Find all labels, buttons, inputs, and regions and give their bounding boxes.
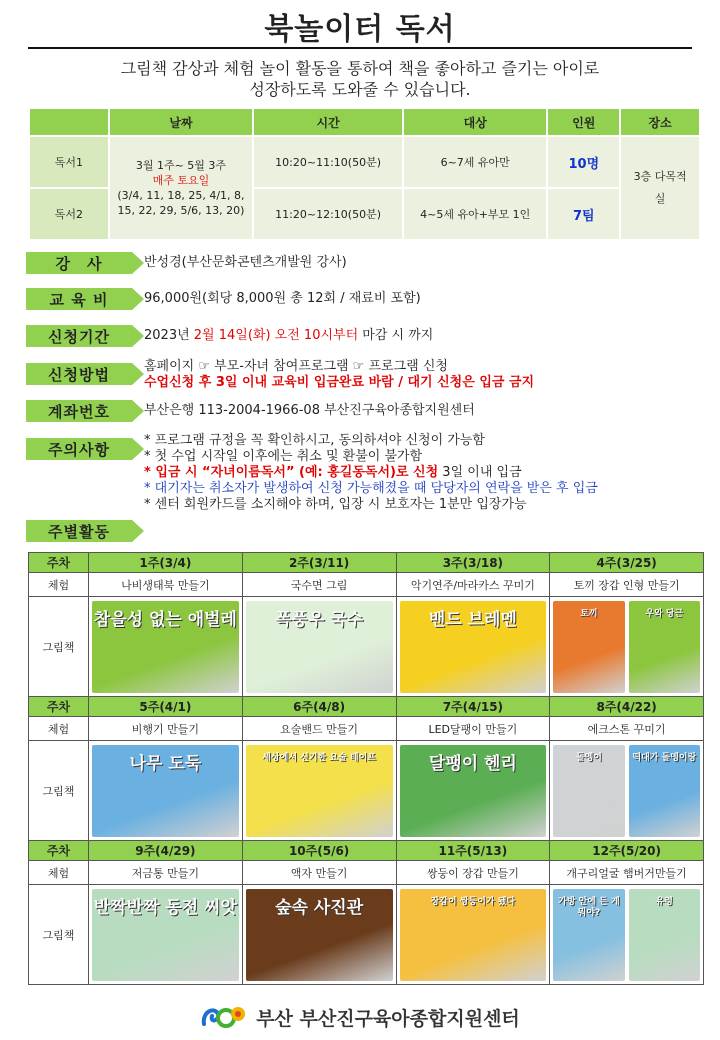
method-line-1: 홈페이지 ☞ 부모-자녀 참여프로그램 ☞ 프로그램 신청	[144, 359, 448, 374]
activity-row	[29, 861, 704, 885]
schedule-name-1: 독서1	[29, 136, 109, 188]
week-cell: 4주(3/25)	[550, 553, 704, 573]
book-cell	[396, 597, 550, 697]
intro-text	[28, 58, 692, 100]
schedule-date-day: 매주 토요일	[152, 174, 210, 187]
week-cell: 8주(4/22)	[550, 697, 704, 717]
instructor-label: 강 사	[26, 252, 132, 274]
note-4: * 대기자는 취소자가 발생하여 신청 가능해졌을 때 담당자의 연락을 받은 후 입금	[144, 481, 598, 496]
book-cover-image	[400, 889, 547, 981]
activity-cell: 악기연주/마라카스 꾸미기	[396, 573, 550, 597]
weekly-table	[28, 552, 704, 985]
book-cell	[550, 597, 704, 697]
book-cover-title: 반짝반짝 동전 씨앗	[93, 897, 237, 918]
book-cover-title: 토끼	[580, 608, 598, 619]
book-cover-title: 떡대가 돌멩이랑	[632, 752, 697, 763]
schedule-header-blank	[29, 108, 109, 136]
book-cell	[89, 597, 243, 697]
intro-line-2: 성장하도록 도와줄 수 있습니다.	[249, 80, 471, 99]
method-line-2: 수업신청 후 3일 이내 교육비 입금완료 바람 / 대기 신청은 입금 금지	[144, 375, 535, 390]
title-underline	[28, 47, 692, 49]
account-label: 계좌번호	[26, 400, 132, 422]
method-value	[144, 359, 534, 391]
weekly-label: 주별활동	[26, 520, 132, 542]
schedule-time-2: 11:20~12:10(50분)	[253, 188, 403, 240]
activity-cell: 나비생태북 만들기	[89, 573, 243, 597]
week-cell: 5주(4/1)	[89, 697, 243, 717]
week-cell: 10주(5/6)	[242, 841, 396, 861]
week-row	[29, 697, 704, 717]
note-2: * 첫 수업 시작일 이후에는 취소 및 환불이 불가함	[144, 449, 423, 464]
book-cover-image	[400, 601, 547, 693]
book-row-label: 그림책	[29, 597, 89, 697]
schedule-name-2: 독서2	[29, 188, 109, 240]
week-cell: 12주(5/20)	[550, 841, 704, 861]
book-cover-image	[553, 889, 624, 981]
activity-cell: 에크스톤 꾸미기	[550, 717, 704, 741]
book-cover-pair	[553, 745, 700, 837]
schedule-row-1	[29, 136, 700, 188]
note-5: * 센터 회원카드를 소지해야 하며, 입장 시 보호자는 1분만 입장가능	[144, 497, 527, 512]
note-3	[144, 465, 598, 481]
book-row	[29, 885, 704, 985]
activity-cell: 쌍둥이 장갑 만들기	[396, 861, 550, 885]
activity-row-label: 체험	[29, 861, 89, 885]
book-cover-title: 폭풍우 국수	[275, 609, 364, 630]
fee-value: 96,000원(회당 8,000원 총 12회 / 재료비 포함)	[144, 291, 421, 306]
activity-cell: LED달팽이 만들기	[396, 717, 550, 741]
book-cover-title: 나무 도둑	[129, 753, 202, 774]
schedule-target-1: 6~7세 유아만	[403, 136, 547, 188]
book-cell	[242, 741, 396, 841]
fee-label: 교 육 비	[26, 288, 132, 310]
schedule-target-2: 4~5세 유아+부모 1인	[403, 188, 547, 240]
activity-cell: 개구리얼굴 햄버거만들기	[550, 861, 704, 885]
week-cell: 9주(4/29)	[89, 841, 243, 861]
week-row-label: 주차	[29, 553, 89, 573]
schedule-date	[109, 136, 254, 240]
activity-cell: 저금통 만들기	[89, 861, 243, 885]
book-cover-pair	[553, 889, 700, 981]
week-cell: 2주(3/11)	[242, 553, 396, 573]
schedule-table	[28, 107, 701, 241]
activity-row-label: 체험	[29, 717, 89, 741]
activity-cell: 토끼 장갑 인형 만들기	[550, 573, 704, 597]
book-cell	[242, 597, 396, 697]
schedule-header-date: 날짜	[109, 108, 254, 136]
period-value	[144, 328, 433, 344]
schedule-header-time: 시간	[253, 108, 403, 136]
book-cell	[550, 885, 704, 985]
book-cover-title: 달팽이 헨리	[428, 753, 517, 774]
book-cover-title: 숲속 사진관	[275, 897, 364, 918]
book-cell	[396, 885, 550, 985]
schedule-header-row	[29, 108, 700, 136]
period-prefix: 2023년	[144, 328, 194, 343]
instructor-value: 반성경(부산문화콘텐츠개발원 강사)	[144, 255, 347, 270]
book-cover-pair	[553, 601, 700, 693]
book-cover-title: 가방 안에 든 게 뭐야?	[558, 896, 620, 918]
book-cover-image	[400, 745, 547, 837]
week-row	[29, 553, 704, 573]
book-cover-image	[553, 601, 624, 693]
week-row-label: 주차	[29, 841, 89, 861]
activity-cell: 비행기 만들기	[89, 717, 243, 741]
period-suffix: 마감 시 까지	[358, 328, 434, 343]
book-cover-title: 참을성 없는 애벌레	[93, 609, 237, 630]
schedule-place: 3층 다목적실	[620, 136, 700, 240]
book-cell	[89, 885, 243, 985]
footer-text: 부산 부산진구육아종합지원센터	[256, 1007, 520, 1030]
footer	[0, 1000, 720, 1034]
book-cover-image	[629, 601, 700, 693]
note-1: * 프로그램 규정을 꼭 확인하시고, 동의하셔야 신청이 가능함	[144, 433, 485, 448]
week-cell: 7주(4/15)	[396, 697, 550, 717]
book-cover-title: 장갑이 쌍둥이가 됐다	[430, 896, 516, 907]
book-cover-image	[629, 745, 700, 837]
period-label: 신청기간	[26, 325, 132, 347]
week-cell: 11주(5/13)	[396, 841, 550, 861]
period-highlight: 2월 14일(화) 오전 10시부터	[193, 328, 359, 343]
notes-value	[144, 433, 598, 513]
book-cell	[396, 741, 550, 841]
schedule-count-1: 10명	[547, 136, 620, 188]
schedule-time-1: 10:20~11:10(50분)	[253, 136, 403, 188]
book-cell	[89, 741, 243, 841]
schedule-header-target: 대상	[403, 108, 547, 136]
activity-cell: 요술밴드 만들기	[242, 717, 396, 741]
activity-cell: 액자 만들기	[242, 861, 396, 885]
page-title: 북놀이터 독서	[264, 12, 456, 47]
book-row-label: 그림책	[29, 741, 89, 841]
account-value: 부산은행 113-2004-1966-08 부산진구육아종합지원센터	[144, 403, 475, 418]
book-cover-image	[92, 889, 239, 981]
book-cover-image	[246, 601, 393, 693]
book-cover-image	[246, 745, 393, 837]
activity-cell: 국수면 그림	[242, 573, 396, 597]
book-cover-image	[92, 601, 239, 693]
method-label: 신청방법	[26, 363, 132, 385]
center-logo-icon	[200, 1002, 248, 1032]
book-cover-title: 유령	[655, 896, 673, 907]
book-row-label: 그림책	[29, 885, 89, 985]
week-row	[29, 841, 704, 861]
schedule-date-list: (3/4, 11, 18, 25, 4/1, 8, 15, 22, 29, 5/6, 13, 20)	[117, 189, 245, 217]
intro-line-1: 그림책 감상과 체험 놀이 활동을 통하여 책을 좋아하고 즐기는 아이로	[120, 59, 600, 78]
note-3-rest: 3일 이내 입금	[438, 465, 522, 480]
book-cover-title: 세상에서 신기한 요술 테이프	[262, 752, 376, 763]
week-cell: 3주(3/18)	[396, 553, 550, 573]
schedule-date-main: 3월 1주~ 5월 3주	[135, 159, 227, 172]
schedule-header-count: 인원	[547, 108, 620, 136]
note-3-highlight: * 입금 시 “자녀이름독서” (예: 홍길동독서)로 신청	[144, 465, 439, 480]
week-cell: 1주(3/4)	[89, 553, 243, 573]
activity-row-label: 체험	[29, 573, 89, 597]
activity-row	[29, 573, 704, 597]
book-cover-title: 밴드 브레멘	[428, 609, 517, 630]
week-cell: 6주(4/8)	[242, 697, 396, 717]
book-cover-title: 우와 당근	[645, 608, 684, 619]
book-cover-title: 돌멩이	[575, 752, 602, 763]
book-row	[29, 741, 704, 841]
week-row-label: 주차	[29, 697, 89, 717]
book-cover-image	[92, 745, 239, 837]
activity-row	[29, 717, 704, 741]
schedule-header-place: 장소	[620, 108, 700, 136]
book-cover-image	[553, 745, 624, 837]
book-row	[29, 597, 704, 697]
book-cell	[242, 885, 396, 985]
schedule-count-2: 7팀	[547, 188, 620, 240]
book-cover-image	[629, 889, 700, 981]
book-cell	[550, 741, 704, 841]
book-cover-image	[246, 889, 393, 981]
notes-label: 주의사항	[26, 438, 132, 460]
